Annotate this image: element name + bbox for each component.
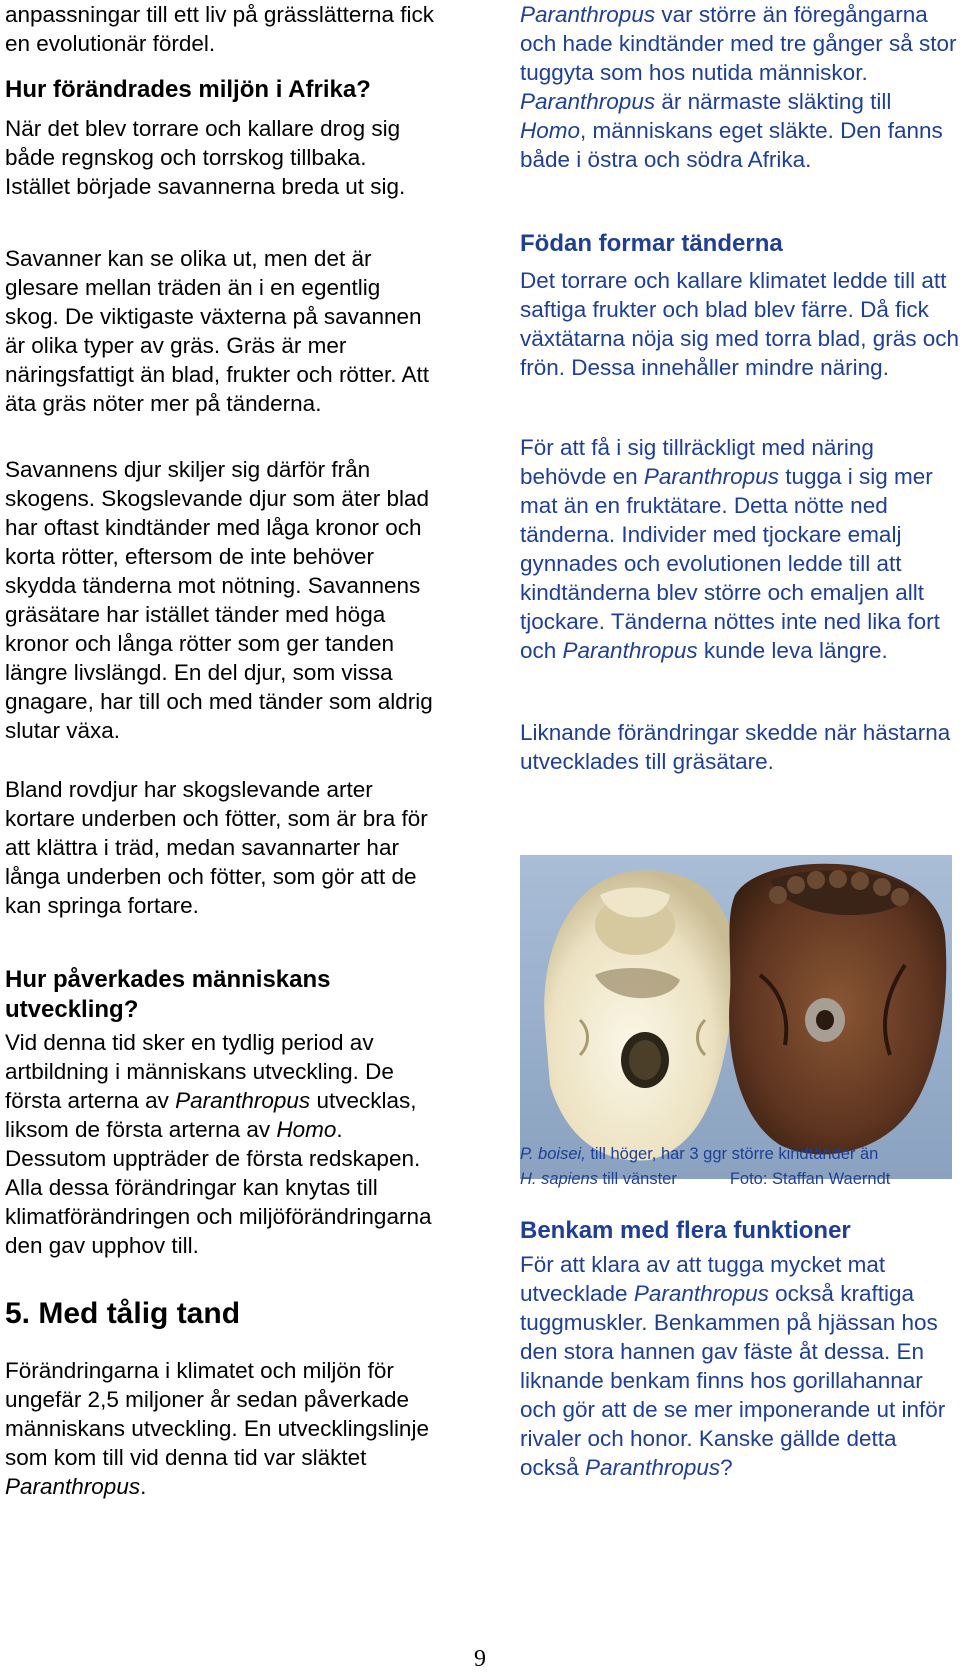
heading-benkam: Benkam med flera funktioner bbox=[520, 1217, 851, 1244]
paragraph-paranthropus: Paranthropus var större än föregångarna och hade kindtänder med tre gånger så stor tuggyta som hos nutida människor. Paranthropus är närmaste släkting till Homo, människans eget släkte. Den fanns både i östra och södra Afrika. bbox=[520, 2, 957, 172]
paragraph-rovdjur: Bland rovdjur har skogslevande arter kortare underben och fötter, som är bra för att klättra i träd, medan savannarter har långa underben och fötter, som gör att de kan springa fortare. bbox=[5, 777, 428, 918]
paragraph-miljo: När det blev torrare och kallare drog sig både regnskog och torrskog tillbaka. Istället började savannerna breda ut sig. bbox=[5, 116, 406, 199]
skulls-illustration bbox=[520, 855, 952, 1179]
heading-manniskan: Hur påverkades människans utveckling? bbox=[5, 966, 331, 1023]
page-number: 9 bbox=[474, 1646, 486, 1672]
heading-miljo: Hur förändrades miljön i Afrika? bbox=[5, 76, 371, 103]
paragraph-fodan: Det torrare och kallare klimatet ledde till att saftiga frukter och blad blev färre. Då fick växtätarna nöja sig med torra blad, gräs och frön. Dessa innehåller mindre näring. bbox=[520, 268, 959, 380]
photo-caption: P. boisei, till höger, har 3 ggr större kindtänder än H. sapiens till vänster Foto: Staffan Waerndt bbox=[520, 1145, 891, 1188]
intro-end-paragraph: anpassningar till ett liv på grässlätterna fick en evolutionär fördel. bbox=[5, 2, 434, 56]
photo-credit: Foto: Staffan Waerndt bbox=[729, 1170, 891, 1188]
skull-photo bbox=[520, 855, 952, 1179]
paragraph-benkam: För att klara av att tugga mycket mat utvecklade Paranthropus också kraftiga tuggmuskler. Benkammen på hjässan hos den stora hannen gav fäste åt dessa. En liknande benkam finns hos gorillahannar och gör att de se mer imponerande ut inför rivaler och honor. Kanske gällde detta också Paranthropus? bbox=[520, 1252, 946, 1480]
paragraph-tand: Förändringarna i klimatet och miljön för ungefär 2,5 miljoner år sedan påverkade människans utveckling. En utvecklingslinje som kom till vid denna tid var släktet Paranthropus. bbox=[5, 1358, 429, 1499]
paragraph-savanner: Savanner kan se olika ut, men det är glesare mellan träden än i en egentlig skog. De viktigaste växterna på savannen är olika typer av gräs. Gräs är mer näringsfattigt än blad, frukter och rötter. Att äta gräs nöter mer på tänderna. bbox=[5, 246, 429, 416]
heading-fodan: Födan formar tänderna bbox=[520, 230, 783, 257]
paragraph-manniskan: Vid denna tid sker en tydlig period av artbildning i människans utveckling. De första arterna av Paranthropus utvecklas, liksom de första arterna av Homo. Dessutom uppträder de första redskapen. Alla dessa förändringar kan knytas till klimatförändringen och miljöförändringarna den gav upphov till. bbox=[5, 1030, 432, 1258]
chapter-heading: 5. Med tålig tand bbox=[5, 1297, 241, 1330]
paragraph-naring: För att få i sig tillräckligt med näring behövde en Paranthropus tugga i sig mer mat än en fruktätare. Detta nötte ned tänderna. Individer med tjockare emalj gynnades och evolutionen ledde till att kindtänderna blev större och emaljen allt tjockare. Tänderna nöttes inte ned lika fort och Paranthropus kunde leva längre. bbox=[520, 435, 940, 663]
paragraph-djur: Savannens djur skiljer sig därför från skogens. Skogslevande djur som äter blad har oftast kindtänder med låga kronor och korta rötter, eftersom de inte behöver skydda tänderna mot nötning. Savannens gräsätare har istället tänder med höga kronor och långa rötter som ger tanden längre livslängd. En del djur, som vissa gnagare, har till och med tänder som aldrig slutar växa. bbox=[5, 457, 433, 743]
paragraph-hastar: Liknande förändringar skedde när hästarna utvecklades till gräsätare. bbox=[520, 720, 951, 774]
